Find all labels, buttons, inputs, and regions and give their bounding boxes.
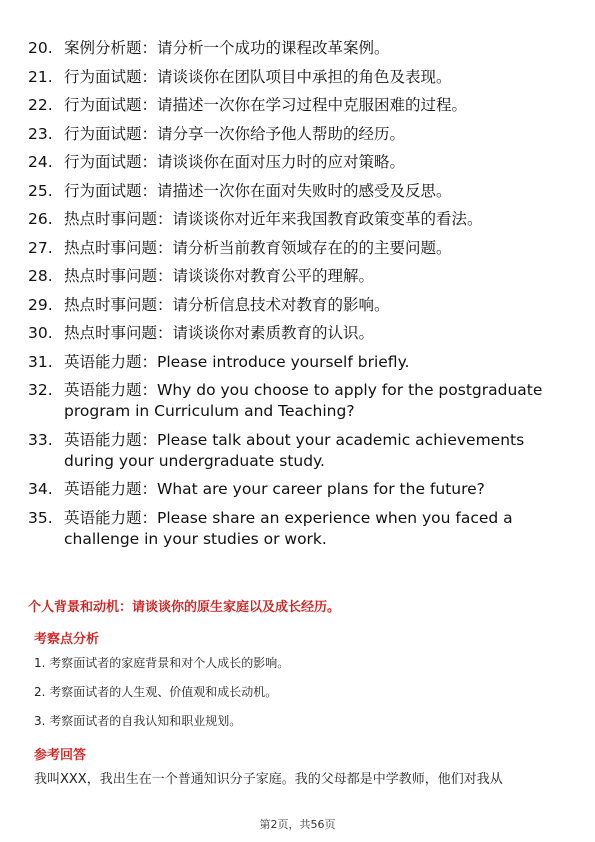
question-text: 英语能力题：Why do you choose to apply for the postgraduate program in Curriculum and Teaching?: [64, 381, 543, 420]
question-number: 24.: [28, 153, 53, 171]
question-text: 行为面试题：请描述一次你在面对失败时的感受及反思。: [64, 181, 452, 200]
question-item: [28, 430, 568, 472]
question-item: [28, 266, 568, 287]
question-number: 26.: [28, 210, 53, 228]
question-text: 热点时事问题：请谈谈你对教育公平的理解。: [64, 267, 375, 285]
section-title: 个人背景和动机：请谈谈你的原生家庭以及成长经历。: [28, 600, 341, 615]
question-number: 31.: [28, 352, 53, 371]
question-text: 英语能力题：Please talk about your academic achievements during your undergraduate study.: [64, 430, 525, 470]
question-item: [28, 380, 568, 422]
question-text: 行为面试题：请谈谈你在团队项目中承担的角色及表现。: [64, 67, 452, 86]
answer-text: 我叫XXX，我出生在一个普通知识分子家庭。我的父母都是中学教师，他们对我从: [34, 772, 503, 787]
question-number: 21.: [28, 67, 53, 86]
question-number: 35.: [28, 508, 53, 527]
question-text: 行为面试题：请谈谈你在面对压力时的应对策略。: [64, 153, 406, 171]
question-item: [28, 152, 568, 173]
question-number: 32.: [28, 381, 53, 399]
question-number: 20.: [28, 39, 53, 57]
page-footer: 第2页，共56页: [259, 818, 336, 831]
question-item: [28, 508, 568, 550]
answer-title: 参考回答: [34, 748, 87, 763]
question-text: 行为面试题：请描述一次你在学习过程中克服困难的过程。: [64, 96, 468, 114]
question-number: 28.: [28, 267, 53, 285]
question-item: [28, 295, 568, 316]
question-number: 33.: [28, 430, 53, 449]
question-item: [28, 181, 568, 202]
question-number: 22.: [28, 96, 53, 114]
question-text: 热点时事问题：请谈谈你对素质教育的认识。: [64, 324, 375, 342]
question-text: 英语能力题：Please share an experience when you faced a challenge in your studies or work.: [64, 508, 513, 548]
question-text: 热点时事问题：请分析信息技术对教育的影响。: [64, 295, 390, 314]
question-number: 29.: [28, 295, 53, 314]
question-number: 34.: [28, 480, 53, 498]
question-item: [28, 479, 568, 500]
question-item: [28, 352, 568, 373]
question-list: [28, 38, 568, 557]
question-text: 热点时事问题：请谈谈你对近年来我国教育政策变革的看法。: [64, 210, 483, 228]
question-text: 行为面试题：请分享一次你给予他人帮助的经历。: [64, 124, 406, 143]
question-number: 30.: [28, 324, 53, 342]
analysis-point: 2. 考察面试者的人生观、价值观和成长动机。: [34, 685, 278, 699]
analysis-point: 3. 考察面试者的自我认知和职业规划。: [34, 714, 242, 728]
question-text: 案例分析题：请分析一个成功的课程改革案例。: [64, 39, 390, 57]
question-text: 英语能力题：What are your career plans for the future?: [64, 480, 485, 498]
question-item: [28, 67, 568, 88]
question-item: [28, 124, 568, 145]
question-text: 热点时事问题：请分析当前教育领域存在的的主要问题。: [64, 238, 452, 257]
question-item: [28, 38, 568, 59]
analysis-title: 考察点分析: [34, 632, 100, 647]
question-item: [28, 95, 568, 116]
question-item: [28, 209, 568, 230]
question-item: [28, 323, 568, 344]
question-number: 27.: [28, 238, 53, 257]
question-number: 23.: [28, 124, 53, 143]
question-number: 25.: [28, 181, 53, 200]
question-item: [28, 238, 568, 259]
question-text: 英语能力题：Please introduce yourself briefly.: [64, 352, 410, 371]
analysis-point: 1. 考察面试者的家庭背景和对个人成长的影响。: [34, 656, 290, 670]
